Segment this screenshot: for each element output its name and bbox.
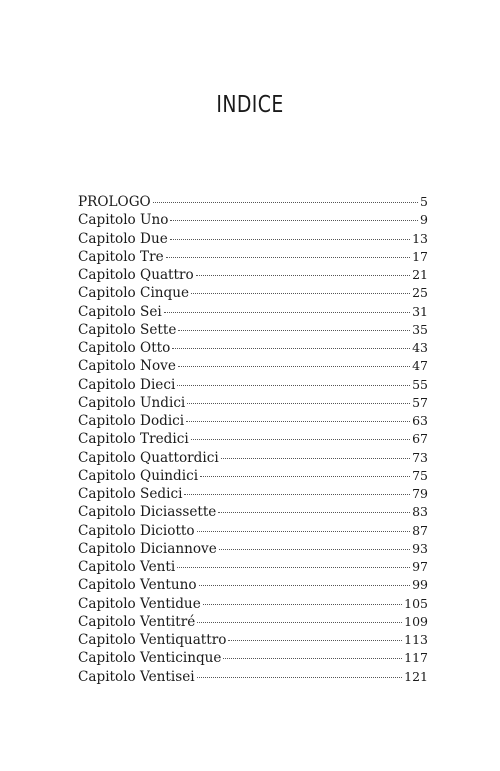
toc-entry-page: 57: [412, 394, 428, 410]
toc-entry: [78, 467, 428, 485]
toc-entry: [78, 394, 428, 412]
toc-entry-label: Capitolo Diciannove: [78, 540, 217, 557]
toc-entry-label: Capitolo Uno: [78, 212, 169, 229]
toc-entry-page: 99: [412, 577, 428, 593]
toc-leader-dots: [199, 585, 411, 586]
toc-entry-label: Capitolo Ventiquattro: [78, 632, 227, 648]
toc-entry-label: Capitolo Cinque: [78, 285, 190, 302]
toc-entry-page: 43: [412, 340, 428, 355]
toc-entry: [78, 649, 428, 667]
toc-entry-page: 97: [412, 559, 428, 574]
toc-entry-page: 121: [404, 668, 428, 684]
toc-entry: [78, 303, 428, 321]
toc-entry-label: Capitolo Sei: [78, 303, 162, 320]
toc-entry-label: Capitolo Venticinque: [78, 650, 222, 667]
toc-entry: [78, 211, 428, 229]
toc-entry-page: 31: [412, 303, 428, 319]
toc-entry-label: Capitolo Sedici: [78, 486, 183, 502]
toc-entry-label: Capitolo Diciotto: [78, 522, 195, 539]
toc-entry-label: Capitolo Ventuno: [78, 577, 197, 594]
toc-entry-page: 75: [412, 467, 428, 483]
toc-entry-page: 117: [404, 650, 428, 666]
toc-leader-dots: [164, 312, 410, 313]
toc-entry: [78, 485, 428, 503]
toc-leader-dots: [170, 239, 410, 240]
toc-entry: [78, 631, 428, 649]
toc-leader-dots: [172, 348, 410, 349]
toc-entry-label: Capitolo Quattordici: [78, 449, 219, 466]
toc-entry-label: PROLOGO: [78, 194, 151, 210]
toc-entry-label: Capitolo Tre: [78, 248, 164, 265]
toc-entry-label: Capitolo Dieci: [78, 376, 176, 393]
toc-entry-label: Capitolo Venti: [78, 559, 176, 575]
toc-entry-page: 73: [412, 449, 428, 465]
toc-entry-page: 17: [412, 248, 428, 264]
toc-entry-page: 109: [404, 613, 428, 629]
toc-leader-dots: [197, 622, 402, 623]
toc-entry: [78, 613, 428, 631]
toc-entry: [78, 558, 428, 576]
toc-entry-label: Capitolo Ventitré: [78, 613, 196, 630]
toc-leader-dots: [219, 549, 410, 550]
toc-leader-dots: [153, 202, 418, 203]
page-title: INDICE: [216, 92, 284, 118]
toc-entry-page: 21: [412, 267, 428, 282]
toc-entry: [78, 248, 428, 266]
toc-entry-label: Capitolo Quattro: [78, 267, 194, 283]
toc-entry: [78, 522, 428, 540]
toc-entry-label: Capitolo Sette: [78, 321, 177, 338]
toc-entry: [78, 576, 428, 594]
toc-leader-dots: [197, 531, 411, 532]
toc-entry-page: 93: [412, 540, 428, 556]
toc-entry-page: 113: [404, 632, 428, 647]
toc-entry-label: Capitolo Ventidue: [78, 595, 201, 612]
toc-entry-page: 5: [420, 194, 428, 209]
toc-entry-page: 63: [412, 413, 428, 428]
toc-entry: [78, 284, 428, 302]
toc-entry-label: Capitolo Ventisei: [78, 668, 195, 685]
toc-entry: [78, 376, 428, 394]
toc-entry-page: 47: [412, 358, 428, 374]
toc-entry-page: 67: [412, 431, 428, 447]
toc-entry-label: Capitolo Dodici: [78, 413, 185, 429]
toc-entry-page: 13: [412, 230, 428, 246]
toc-entry: [78, 266, 428, 284]
toc-entry-page: 105: [404, 595, 428, 611]
toc-entry: [78, 193, 428, 211]
toc-entry-page: 83: [412, 504, 428, 520]
table-of-contents: [78, 193, 428, 686]
toc-leader-dots: [177, 567, 410, 568]
toc-entry-label: Capitolo Undici: [78, 394, 186, 411]
toc-entry-label: Capitolo Due: [78, 230, 168, 247]
toc-leader-dots: [187, 403, 410, 404]
toc-leader-dots: [177, 385, 410, 386]
toc-leader-dots: [221, 458, 410, 459]
toc-leader-dots: [178, 366, 410, 367]
toc-entry-label: Capitolo Diciassette: [78, 504, 217, 521]
toc-entry: [78, 412, 428, 430]
toc-leader-dots: [186, 421, 410, 422]
toc-leader-dots: [203, 604, 402, 605]
toc-entry: [78, 230, 428, 248]
toc-entry-label: Capitolo Quindici: [78, 467, 199, 484]
toc-leader-dots: [191, 293, 410, 294]
toc-entry-label: Capitolo Nove: [78, 358, 176, 375]
toc-leader-dots: [196, 275, 410, 276]
toc-entry-page: 25: [412, 285, 428, 301]
toc-entry-label: Capitolo Otto: [78, 340, 171, 356]
toc-leader-dots: [166, 257, 410, 258]
toc-leader-dots: [197, 677, 403, 678]
toc-leader-dots: [200, 476, 410, 477]
toc-leader-dots: [178, 330, 410, 331]
toc-entry: [78, 540, 428, 558]
toc-entry: [78, 430, 428, 448]
toc-leader-dots: [184, 494, 410, 495]
toc-entry-page: 87: [412, 522, 428, 538]
toc-leader-dots: [170, 220, 418, 221]
toc-entry: [78, 339, 428, 357]
toc-entry-label: Capitolo Tredici: [78, 431, 189, 448]
toc-entry-page: 55: [412, 376, 428, 392]
toc-entry: [78, 668, 428, 686]
toc-entry: [78, 595, 428, 613]
toc-entry: [78, 503, 428, 521]
toc-entry-page: 9: [420, 212, 428, 228]
toc-leader-dots: [223, 658, 402, 659]
toc-entry: [78, 321, 428, 339]
toc-leader-dots: [191, 439, 410, 440]
toc-leader-dots: [218, 512, 410, 513]
toc-entry-page: 35: [412, 321, 428, 337]
toc-entry-page: 79: [412, 486, 428, 501]
toc-entry: [78, 449, 428, 467]
toc-entry: [78, 357, 428, 375]
toc-leader-dots: [228, 640, 402, 641]
